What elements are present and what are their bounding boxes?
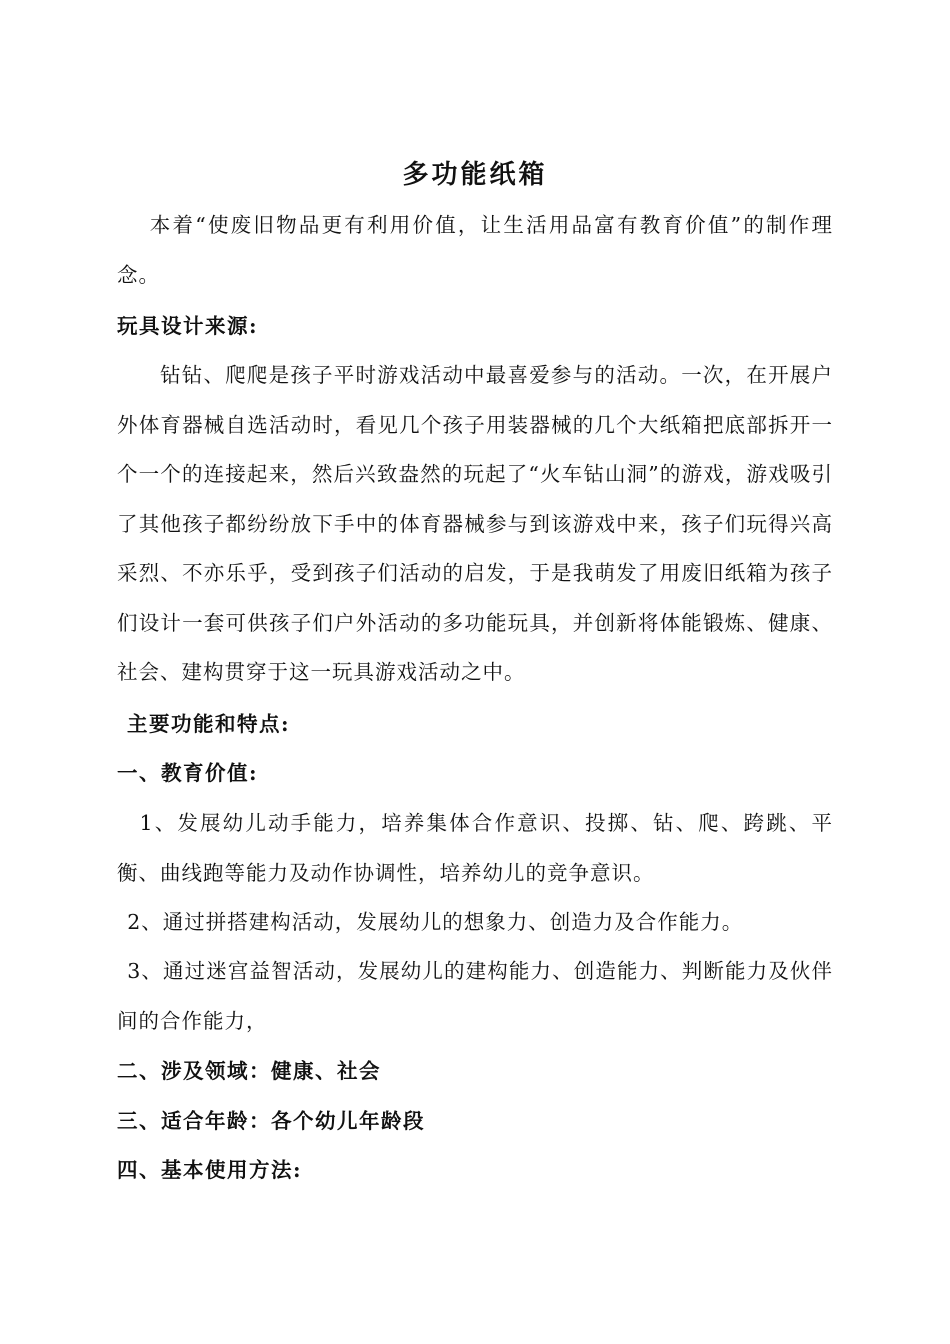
section-1-item-2: 2、通过拼搭建构活动，发展幼儿的想象力、创造力及合作能力。: [127, 910, 744, 934]
source-paragraph: 钻钻、爬爬是孩子平时游戏活动中最喜爱参与的活动。一次，在开展户外体育器械自选活动时，看见几个孩子用装器械的几个大纸箱把底部拆开一个一个的连接起来，然后兴致盎然的玩起了“火车钻山洞”的游戏，游戏吸引了其他孩子都纷纷放下手中的体育器械参与到该游戏中来，孩子们玩得兴高采烈、不亦乐乎，受到孩子们活动的启发，于是我萌发了用废旧纸箱为孩子们设计一套可供孩子们户外活动的多功能玩具，并创新将体能锻炼、健康、社会、建构贯穿于这一玩具游戏活动之中。: [117, 363, 833, 684]
source-heading: 玩具设计来源:: [117, 314, 259, 338]
section-2-heading: 二、涉及领域：健康、社会: [117, 1059, 381, 1083]
features-heading: 主要功能和特点:: [127, 712, 291, 736]
section-1-item-1: 1、发展幼儿动手能力，培养集体合作意识、投掷、钻、爬、跨跳、平衡、曲线跑等能力及动作协调性，培养幼儿的竞争意识。: [117, 811, 833, 885]
section-4-heading: 四、基本使用方法:: [117, 1158, 303, 1182]
intro-paragraph: 本着“使废旧物品更有利用价值，让生活用品富有教育价值”的制作理念。: [117, 213, 833, 287]
section-3-heading: 三、适合年龄：各个幼儿年龄段: [117, 1109, 425, 1133]
section-1-item-3: 3、通过迷宫益智活动，发展幼儿的建构能力、创造能力、判断能力及伙伴间的合作能力，: [117, 959, 833, 1033]
section-1-heading: 一、教育价值:: [117, 761, 259, 785]
document-title: 多功能纸箱: [402, 160, 548, 190]
